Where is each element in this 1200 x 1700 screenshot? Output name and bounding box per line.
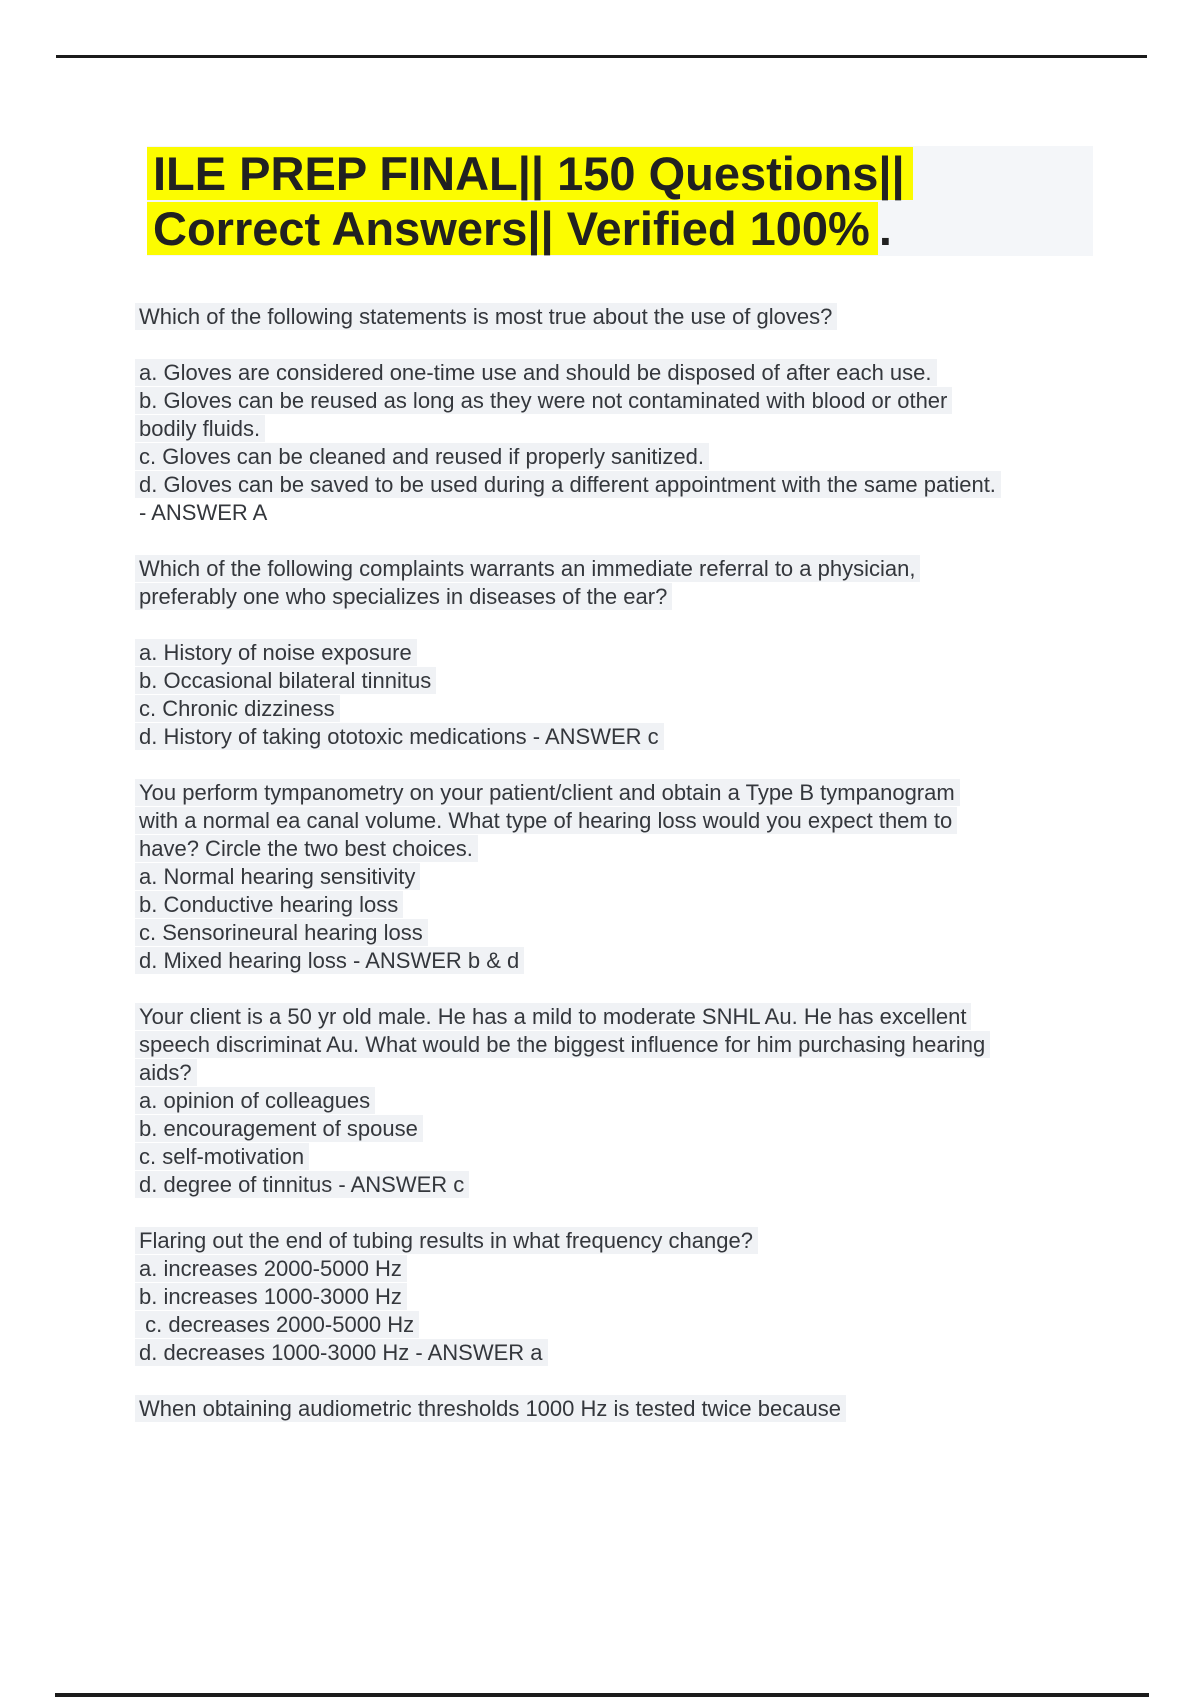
text-line — [139, 1395, 1099, 1423]
top-rule — [56, 55, 1147, 58]
title-line-2-suffix: . — [878, 202, 892, 255]
highlighted-text: a. Gloves are considered one-time use and should be disposed of after each use. — [135, 359, 937, 386]
text-line — [139, 471, 1099, 499]
highlighted-text: with a normal ea canal volume. What type of hearing loss would you expect them to — [135, 807, 957, 834]
text-line — [139, 779, 1099, 807]
highlighted-text: b. Gloves can be reused as long as they were not contaminated with blood or other — [135, 387, 952, 414]
question-block — [139, 1003, 1099, 1199]
highlighted-text: a. Normal hearing sensitivity — [135, 863, 420, 890]
text-line — [139, 1087, 1099, 1115]
text-line — [139, 667, 1099, 695]
title-line-2-highlight: Correct Answers|| Verified 100% — [147, 202, 878, 255]
highlighted-text: Flaring out the end of tubing results in what frequency change? — [135, 1227, 758, 1254]
highlighted-text: d. Mixed hearing loss - ANSWER b & d — [135, 947, 524, 974]
highlighted-text: d. History of taking ototoxic medications - ANSWER c — [135, 723, 664, 750]
text-line — [139, 947, 1099, 975]
text-line — [139, 723, 1099, 751]
highlighted-text: c. decreases 2000-5000 Hz — [135, 1311, 419, 1338]
text-line — [139, 443, 1099, 471]
highlighted-text: When obtaining audiometric thresholds 1000 Hz is tested twice because — [135, 1395, 846, 1422]
highlighted-text: b. increases 1000-3000 Hz — [135, 1283, 407, 1310]
question-block — [139, 1227, 1099, 1367]
highlighted-text: You perform tympanometry on your patient/client and obtain a Type B tympanogram — [135, 779, 960, 806]
text-line — [139, 415, 1099, 443]
highlighted-text: c. self-motivation — [135, 1143, 309, 1170]
highlighted-text: speech discriminat Au. What would be the biggest influence for him purchasing hearing — [135, 1031, 990, 1058]
text-line — [139, 1115, 1099, 1143]
title-line-1 — [147, 146, 1093, 201]
text-line — [139, 891, 1099, 919]
highlighted-text: aids? — [135, 1059, 197, 1086]
question-separator — [139, 1199, 1099, 1227]
highlighted-text: b. Occasional bilateral tinnitus — [135, 667, 436, 694]
bottom-rule — [55, 1693, 1149, 1697]
highlighted-text: c. Chronic dizziness — [135, 695, 340, 722]
question-block — [139, 555, 1099, 751]
highlighted-text: d. decreases 1000-3000 Hz - ANSWER a — [135, 1339, 548, 1366]
highlighted-text: a. increases 2000-5000 Hz — [135, 1255, 407, 1282]
title-line-2 — [147, 201, 1093, 256]
question-separator — [139, 751, 1099, 779]
title-line-1-highlight: ILE PREP FINAL|| 150 Questions|| — [147, 147, 913, 200]
highlighted-text: bodily fluids. — [135, 415, 265, 442]
text-line — [139, 583, 1099, 611]
text-line — [139, 499, 1099, 527]
question-separator — [139, 1367, 1099, 1395]
text-line — [139, 695, 1099, 723]
text-line — [139, 303, 1099, 331]
text-line — [139, 1339, 1099, 1367]
questions-area — [139, 303, 1099, 1423]
highlighted-text: b. Conductive hearing loss — [135, 891, 403, 918]
highlighted-text: have? Circle the two best choices. — [135, 835, 478, 862]
highlighted-text: Your client is a 50 yr old male. He has a mild to moderate SNHL Au. He has excellent — [135, 1003, 971, 1030]
highlighted-text: d. Gloves can be saved to be used during a different appointment with the same patient. — [135, 471, 1001, 498]
highlighted-text: b. encouragement of spouse — [135, 1115, 423, 1142]
text-line — [139, 1031, 1099, 1059]
question-separator — [139, 975, 1099, 1003]
highlighted-text: c. Gloves can be cleaned and reused if properly sanitized. — [135, 443, 709, 470]
highlighted-text: c. Sensorineural hearing loss — [135, 919, 428, 946]
page-title — [147, 146, 1093, 256]
highlighted-text: preferably one who specializes in diseases of the ear? — [135, 583, 672, 610]
question-block — [139, 303, 1099, 527]
text-line — [139, 807, 1099, 835]
text-line — [139, 1283, 1099, 1311]
plain-text: - ANSWER A — [139, 500, 268, 525]
blank-line — [139, 611, 1099, 639]
text-line — [139, 1059, 1099, 1087]
text-line — [139, 863, 1099, 891]
question-block — [139, 1395, 1099, 1423]
highlighted-text: Which of the following statements is most true about the use of gloves? — [135, 303, 837, 330]
blank-line — [139, 331, 1099, 359]
title-panel — [147, 146, 1093, 256]
question-block — [139, 779, 1099, 975]
text-line — [139, 1311, 1099, 1339]
text-line — [139, 387, 1099, 415]
question-separator — [139, 527, 1099, 555]
highlighted-text: a. History of noise exposure — [135, 639, 417, 666]
text-line — [139, 1003, 1099, 1031]
text-line — [139, 555, 1099, 583]
text-line — [139, 1143, 1099, 1171]
text-line — [139, 835, 1099, 863]
text-line — [139, 639, 1099, 667]
text-line — [139, 359, 1099, 387]
highlighted-text: a. opinion of colleagues — [135, 1087, 375, 1114]
highlighted-text: Which of the following complaints warrants an immediate referral to a physician, — [135, 555, 920, 582]
highlighted-text: d. degree of tinnitus - ANSWER c — [135, 1171, 469, 1198]
text-line — [139, 1255, 1099, 1283]
text-line — [139, 1227, 1099, 1255]
text-line — [139, 1171, 1099, 1199]
text-line — [139, 919, 1099, 947]
